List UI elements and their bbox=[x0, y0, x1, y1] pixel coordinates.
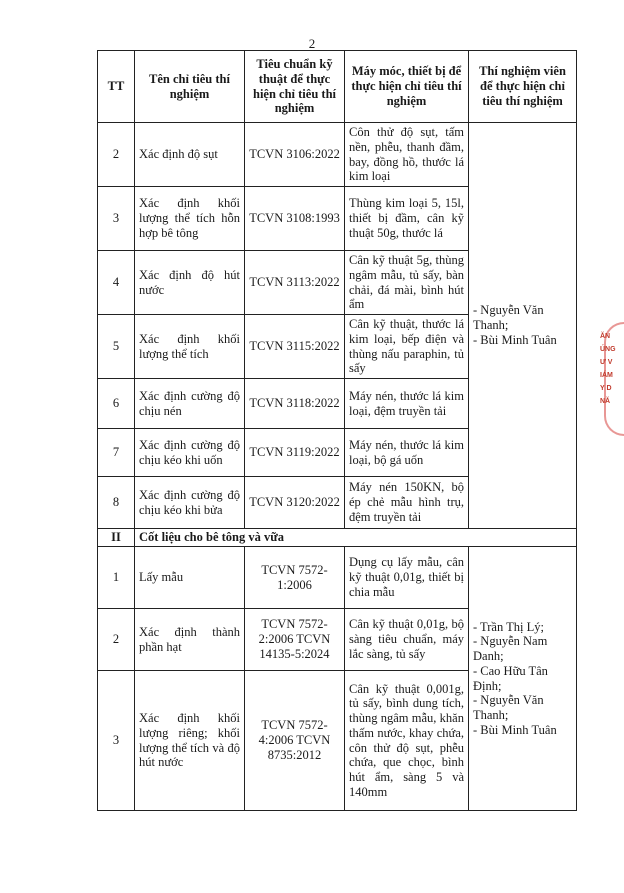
row-equipment: Cân kỹ thuật 0,01g, bộ sàng tiêu chuẩn, máy lắc sàng, tủ sấy bbox=[345, 609, 469, 671]
row-name: Xác định khối lượng riêng; khối lượng thể tích và độ hút nước bbox=[135, 671, 245, 811]
header-name: Tên chỉ tiêu thí nghiệm bbox=[135, 51, 245, 123]
staff-name: - Nguyễn Văn Thanh; bbox=[473, 693, 544, 722]
row-equipment: Máy nén, thước lá kim loại, bộ gá uốn bbox=[345, 429, 469, 477]
row-name: Lấy mẫu bbox=[135, 547, 245, 609]
row-equipment: Thùng kim loại 5, 15l, thiết bị đầm, cân kỹ thuật 50g, thước lá bbox=[345, 187, 469, 251]
header-equipment: Máy móc, thiết bị để thực hiện chỉ tiêu thí nghiệm bbox=[345, 51, 469, 123]
table-header-row bbox=[98, 51, 577, 123]
table-row bbox=[98, 123, 577, 187]
row-name: Xác định độ hút nước bbox=[135, 251, 245, 315]
table-row bbox=[98, 547, 577, 609]
staff-name: - Nguyễn Văn Thanh; bbox=[473, 303, 544, 333]
row-name: Xác định khối lượng thể tích bbox=[135, 315, 245, 379]
staff-cell-a bbox=[469, 123, 577, 529]
staff-name: - Bùi Minh Tuân bbox=[473, 722, 557, 737]
section-row bbox=[98, 529, 577, 547]
test-criteria-table bbox=[97, 50, 577, 811]
red-stamp-fragment bbox=[600, 330, 624, 430]
row-equipment: Cân kỹ thuật 0,001g, tủ sấy, bình dung tích, thùng ngâm mẫu, khăn thấm nước, khay chứa, côn thử độ sụt, phễu chứa, que chọc, bình hút ẩm, sàng 5 và 140mm bbox=[345, 671, 469, 811]
row-standard: TCVN 3115:2022 bbox=[245, 315, 345, 379]
row-equipment: Côn thử độ sụt, tấm nền, phễu, thanh đầm, bay, đồng hồ, thước lá kim loại bbox=[345, 123, 469, 187]
row-standard: TCVN 7572-4:2006 TCVN 8735:2012 bbox=[245, 671, 345, 811]
row-equipment: Máy nén 150KN, bộ ép chẻ mẫu hình trụ, đệm truyền tải bbox=[345, 477, 469, 529]
row-name: Xác định độ sụt bbox=[135, 123, 245, 187]
stamp-text: IÁM bbox=[600, 372, 613, 379]
row-name: Xác định cường độ chịu kéo khi bửa bbox=[135, 477, 245, 529]
row-standard: TCVN 3119:2022 bbox=[245, 429, 345, 477]
row-tt: 7 bbox=[98, 429, 135, 477]
row-tt: 1 bbox=[98, 547, 135, 609]
stamp-text: NĂ bbox=[600, 398, 611, 405]
row-tt: 8 bbox=[98, 477, 135, 529]
staff-cell-b bbox=[469, 547, 577, 811]
row-standard: TCVN 3108:1993 bbox=[245, 187, 345, 251]
staff-name: - Bùi Minh Tuân bbox=[473, 332, 557, 347]
row-tt: 6 bbox=[98, 379, 135, 429]
row-tt: 4 bbox=[98, 251, 135, 315]
staff-name: - Nguyễn Nam Danh; bbox=[473, 634, 548, 663]
page-number: 2 bbox=[308, 36, 316, 51]
row-tt: 3 bbox=[98, 671, 135, 811]
row-tt: 5 bbox=[98, 315, 135, 379]
section-title: Cốt liệu cho bê tông và vữa bbox=[135, 529, 577, 547]
row-tt: 2 bbox=[98, 123, 135, 187]
stamp-text: ĂN bbox=[600, 333, 611, 340]
staff-name: - Trần Thị Lý; bbox=[473, 619, 544, 634]
row-standard: TCVN 3118:2022 bbox=[245, 379, 345, 429]
row-standard: TCVN 7572-2:2006 TCVN 14135-5:2024 bbox=[245, 609, 345, 671]
header-standard: Tiêu chuẩn kỹ thuật để thực hiện chỉ tiêu thí nghiệm bbox=[245, 51, 345, 123]
stamp-text: ÚNG bbox=[600, 346, 616, 353]
row-standard: TCVN 3120:2022 bbox=[245, 477, 345, 529]
row-standard: TCVN 7572-1:2006 bbox=[245, 547, 345, 609]
row-equipment: Dụng cụ lấy mẫu, cân kỹ thuật 0,01g, thiết bị chia mẫu bbox=[345, 547, 469, 609]
stamp-text: Y D bbox=[600, 385, 612, 392]
row-name: Xác định khối lượng thể tích hỗn hợp bê tông bbox=[135, 187, 245, 251]
row-standard: TCVN 3113:2022 bbox=[245, 251, 345, 315]
row-name: Xác định thành phần hạt bbox=[135, 609, 245, 671]
stamp-text: Ư V bbox=[600, 359, 613, 366]
row-equipment: Cân kỹ thuật 5g, thùng ngâm mẫu, tủ sấy, bàn chải, đá mài, bình hút ẩm bbox=[345, 251, 469, 315]
header-staff: Thí nghiệm viên để thực hiện chỉ tiêu thí nghiệm bbox=[469, 51, 577, 123]
staff-name: - Cao Hữu Tân Định; bbox=[473, 663, 548, 693]
row-tt: 2 bbox=[98, 609, 135, 671]
row-standard: TCVN 3106:2022 bbox=[245, 123, 345, 187]
section-tt: II bbox=[98, 529, 135, 547]
row-equipment: Máy nén, thước lá kim loại, đệm truyền tải bbox=[345, 379, 469, 429]
row-name: Xác định cường độ chịu nén bbox=[135, 379, 245, 429]
header-tt: TT bbox=[98, 51, 135, 123]
row-tt: 3 bbox=[98, 187, 135, 251]
row-equipment: Cân kỹ thuật, thước lá kim loại, bếp điện và thùng nấu paraphin, tủ sấy bbox=[345, 315, 469, 379]
row-name: Xác định cường độ chịu kéo khi uốn bbox=[135, 429, 245, 477]
